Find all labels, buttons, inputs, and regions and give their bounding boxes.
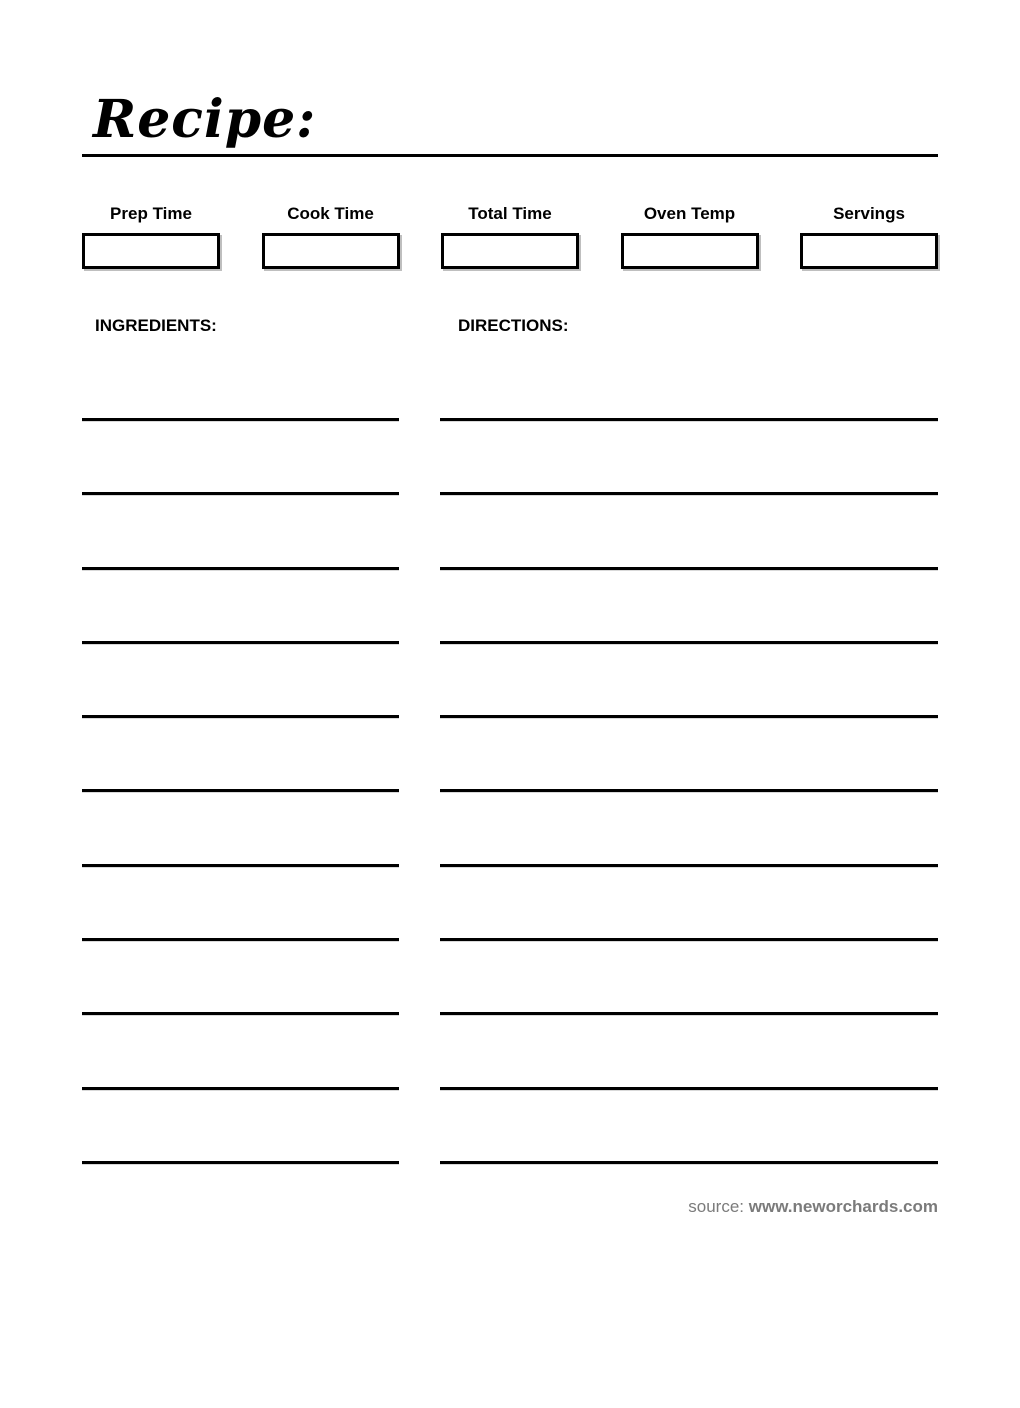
ruled-line (82, 792, 399, 866)
directions-heading: DIRECTIONS: (458, 316, 569, 335)
directions-section (440, 315, 938, 1164)
ruled-line (440, 421, 938, 495)
ingredients-line-stack (82, 337, 399, 1164)
ruled-line (440, 337, 938, 421)
field-column (82, 203, 220, 269)
ruled-line (82, 867, 399, 941)
ruled-line (440, 570, 938, 644)
page-title: Recipe: (93, 89, 317, 150)
ingredients-heading: INGREDIENTS: (95, 316, 217, 335)
recipe-template-page (82, 88, 938, 1218)
ruled-line (82, 941, 399, 1015)
field-input-box[interactable] (621, 233, 759, 269)
ruled-line (82, 421, 399, 495)
ruled-line (82, 495, 399, 569)
ruled-line (440, 867, 938, 941)
source-url: www.neworchards.com (748, 1196, 938, 1216)
ruled-line (440, 1015, 938, 1089)
ruled-line (440, 792, 938, 866)
footer (82, 1196, 938, 1218)
ruled-line (82, 1015, 399, 1089)
ruled-line (440, 644, 938, 718)
ruled-line (82, 1090, 399, 1164)
ruled-line (82, 644, 399, 718)
field-column (262, 203, 400, 269)
field-label: Cook Time (287, 204, 374, 223)
ruled-line (82, 718, 399, 792)
recipe-meta-fields-row (82, 203, 938, 269)
ingredients-section (82, 315, 399, 1164)
field-column (800, 203, 938, 269)
field-column (621, 203, 759, 269)
ruled-line (82, 570, 399, 644)
field-input-box[interactable] (262, 233, 400, 269)
source-label: source: (688, 1196, 749, 1216)
content-columns (82, 315, 938, 1164)
ruled-line (440, 495, 938, 569)
field-input-box[interactable] (800, 233, 938, 269)
ruled-line (440, 941, 938, 1015)
ruled-line (440, 1090, 938, 1164)
field-label: Servings (833, 204, 905, 223)
ruled-line (82, 337, 399, 421)
field-column (441, 203, 579, 269)
field-input-box[interactable] (441, 233, 579, 269)
field-label: Oven Temp (643, 204, 736, 223)
field-label: Total Time (468, 204, 552, 223)
directions-line-stack (440, 337, 938, 1164)
title-block (82, 88, 938, 157)
ruled-line (440, 718, 938, 792)
field-input-box[interactable] (82, 233, 220, 269)
field-label: Prep Time (110, 204, 192, 223)
